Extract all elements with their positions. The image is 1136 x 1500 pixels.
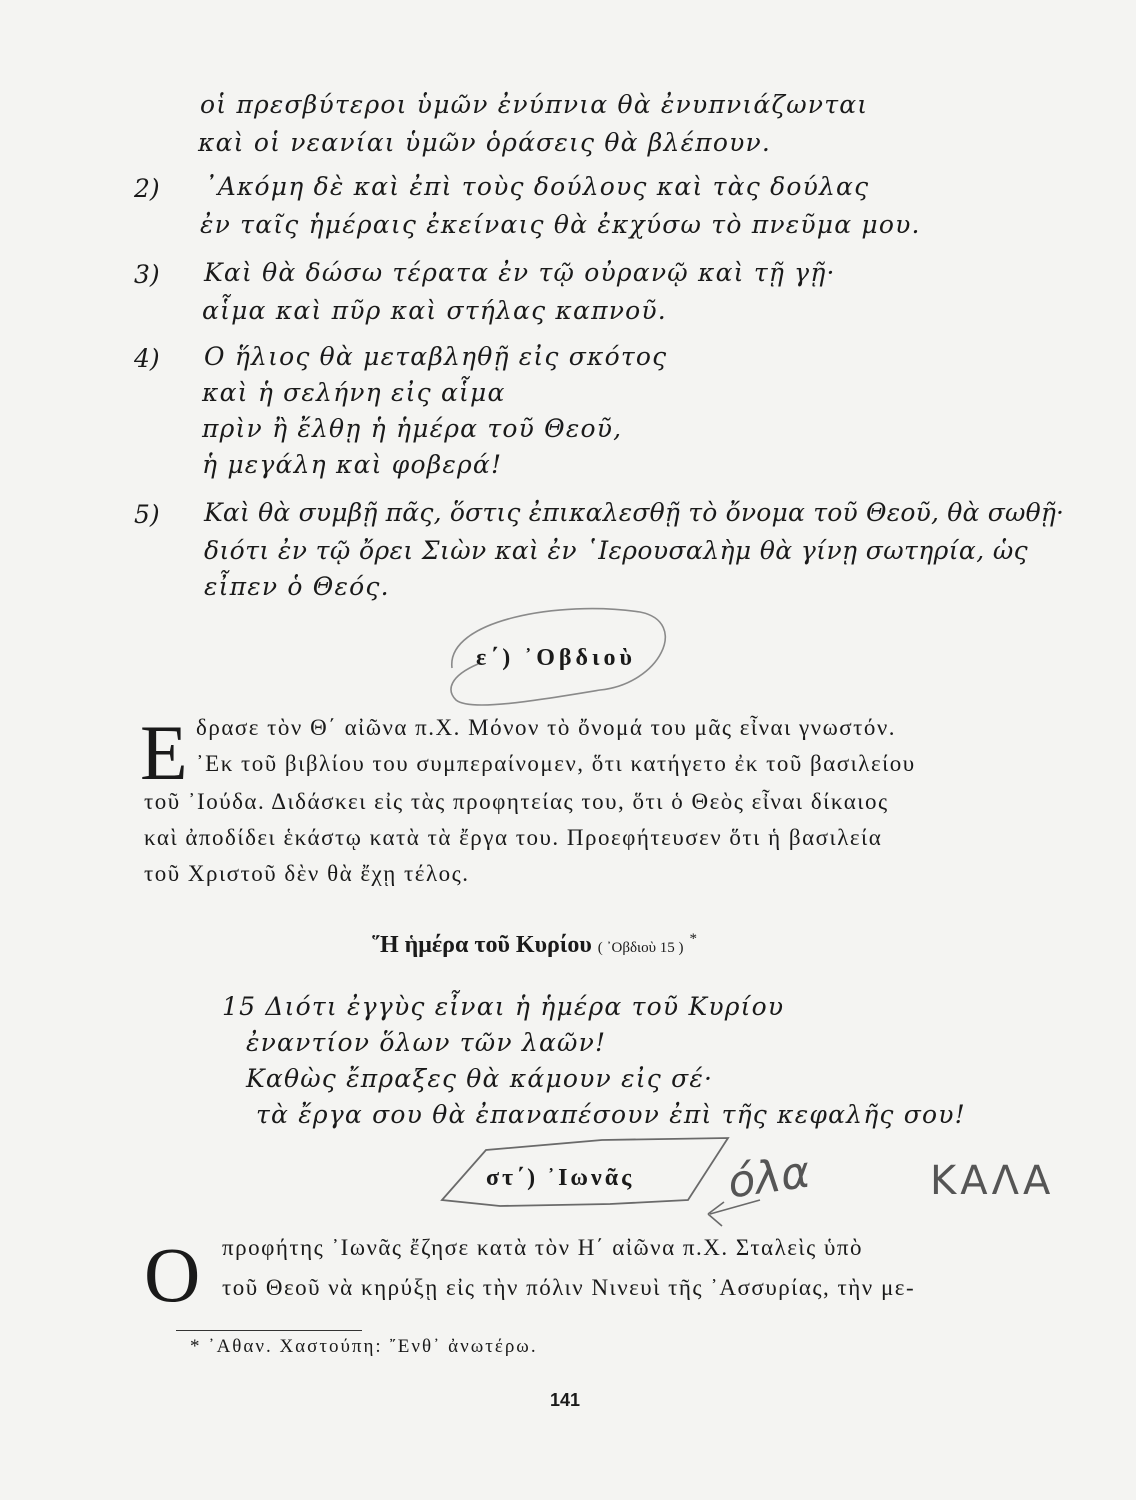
paragraph-line: τοῦ ᾿Ιούδα. Διδάσκει εἰς τὰς προφητείας του, ὅτι ὁ Θεὸς εἶναι δίκαιος bbox=[144, 789, 889, 814]
drop-cap: Ε bbox=[140, 709, 188, 796]
verse-line: πρὶν ἢ ἔλθῃ ἡ ἡμέρα τοῦ Θεοῦ, bbox=[202, 414, 623, 443]
section-heading-obadiah: ε΄) ᾿Οβδιοὺ bbox=[476, 645, 636, 671]
subsection-reference: ( ᾿Οβδιοὺ 15 ) bbox=[597, 940, 684, 956]
verse-line: ἡ μεγάλη καὶ φοβερά! bbox=[202, 450, 503, 479]
verse-line: ἐν ταῖς ἡμέραις ἐκείναις θὰ ἐκχύσω τὸ πνεῦμα μου. bbox=[200, 210, 921, 239]
paragraph-line: τοῦ Θεοῦ νὰ κηρύξῃ εἰς τὴν πόλιν Νινευὶ τῆς ᾿Ασσυρίας, τὴν με- bbox=[222, 1275, 916, 1300]
paragraph-line: δρασε τὸν Θ΄ αἰῶνα π.Χ. Μόνον τὸ ὄνομά του μᾶς εἶναι γνωστόν. bbox=[196, 715, 897, 740]
handwritten-note: όλα bbox=[724, 1146, 814, 1209]
verse-line: οἱ πρεσβύτεροι ὑμῶν ἐνύπνια θὰ ἐνυπνιάζωνται bbox=[200, 90, 869, 119]
verse-line: διότι ἐν τῷ ὄρει Σιὼν καὶ ἐν ῾Ιερουσαλὴμ θὰ γίνῃ σωτηρία, ὡς bbox=[204, 536, 1029, 565]
verse-line: αἷμα καὶ πῦρ καὶ στήλας καπνοῦ. bbox=[202, 296, 667, 325]
paragraph-line: ᾿Εκ τοῦ βιβλίου του συμπεραίνομεν, ὅτι κατήγετο ἐκ τοῦ βασιλείου bbox=[196, 751, 916, 776]
verse-number: 4) bbox=[134, 344, 160, 373]
verse-line: Καὶ θὰ δώσω τέρατα ἐν τῷ οὐρανῷ καὶ τῇ γῇ· bbox=[204, 258, 836, 287]
footnote-marker: * bbox=[689, 931, 698, 947]
page-number: 141 bbox=[550, 1390, 581, 1410]
verse-number: 3) bbox=[134, 260, 160, 289]
paragraph-line: τοῦ Χριστοῦ δὲν θὰ ἔχῃ τέλος. bbox=[144, 861, 470, 886]
verse-line: 15 Διότι ἐγγὺς εἶναι ἡ ἡμέρα τοῦ Κυρίου bbox=[222, 992, 785, 1021]
paragraph-line: προφήτης ᾿Ιωνᾶς ἔζησε κατὰ τὸν Η΄ αἰῶνα π.Χ. Σταλεὶς ὑπὸ bbox=[222, 1235, 863, 1260]
subsection-title: ῞Η ἡμέρα τοῦ Κυρίου bbox=[372, 932, 592, 958]
footnote: * ᾿Αθαν. Χαστούπη: ῎Ενθ᾿ ἀνωτέρω. bbox=[190, 1336, 538, 1357]
drop-cap: Ο bbox=[144, 1231, 201, 1318]
verse-number: 5) bbox=[134, 500, 160, 529]
verse-line: ἐναντίον ὅλων τῶν λαῶν! bbox=[246, 1028, 607, 1057]
verse-line: καὶ ἡ σελήνη εἰς αἷμα bbox=[202, 378, 506, 407]
verse-line: εἶπεν ὁ Θεός. bbox=[204, 572, 390, 601]
verse-line: Καθὼς ἔπραξες θὰ κάμουν εἰς σέ· bbox=[246, 1064, 714, 1093]
handwritten-note: ΚΑΛΑ bbox=[930, 1158, 1055, 1204]
verse-line: καὶ οἱ νεανίαι ὑμῶν ὁράσεις θὰ βλέπουν. bbox=[198, 128, 772, 157]
verse-number: 2) bbox=[134, 174, 160, 203]
verse-line: Καὶ θὰ συμβῇ πᾶς, ὅστις ἐπικαλεσθῇ τὸ ὄνομα τοῦ Θεοῦ, θὰ σωθῇ· bbox=[204, 498, 1065, 527]
verse-line: ᾿Ακόμη δὲ καὶ ἐπὶ τοὺς δούλους καὶ τὰς δούλας bbox=[204, 172, 870, 201]
paragraph-line: καὶ ἀποδίδει ἑκάστῳ κατὰ τὰ ἔργα του. Προεφήτευσεν ὅτι ἡ βασιλεία bbox=[144, 825, 883, 850]
verse-line: τὰ ἔργα σου θὰ ἐπαναπέσουν ἐπὶ τῆς κεφαλῆς σου! bbox=[256, 1100, 966, 1129]
section-heading-jonah: στ΄) ᾿Ιωνᾶς bbox=[486, 1165, 635, 1191]
verse-line: Ο ἥλιος θὰ μεταβληθῇ εἰς σκότος bbox=[204, 342, 668, 371]
